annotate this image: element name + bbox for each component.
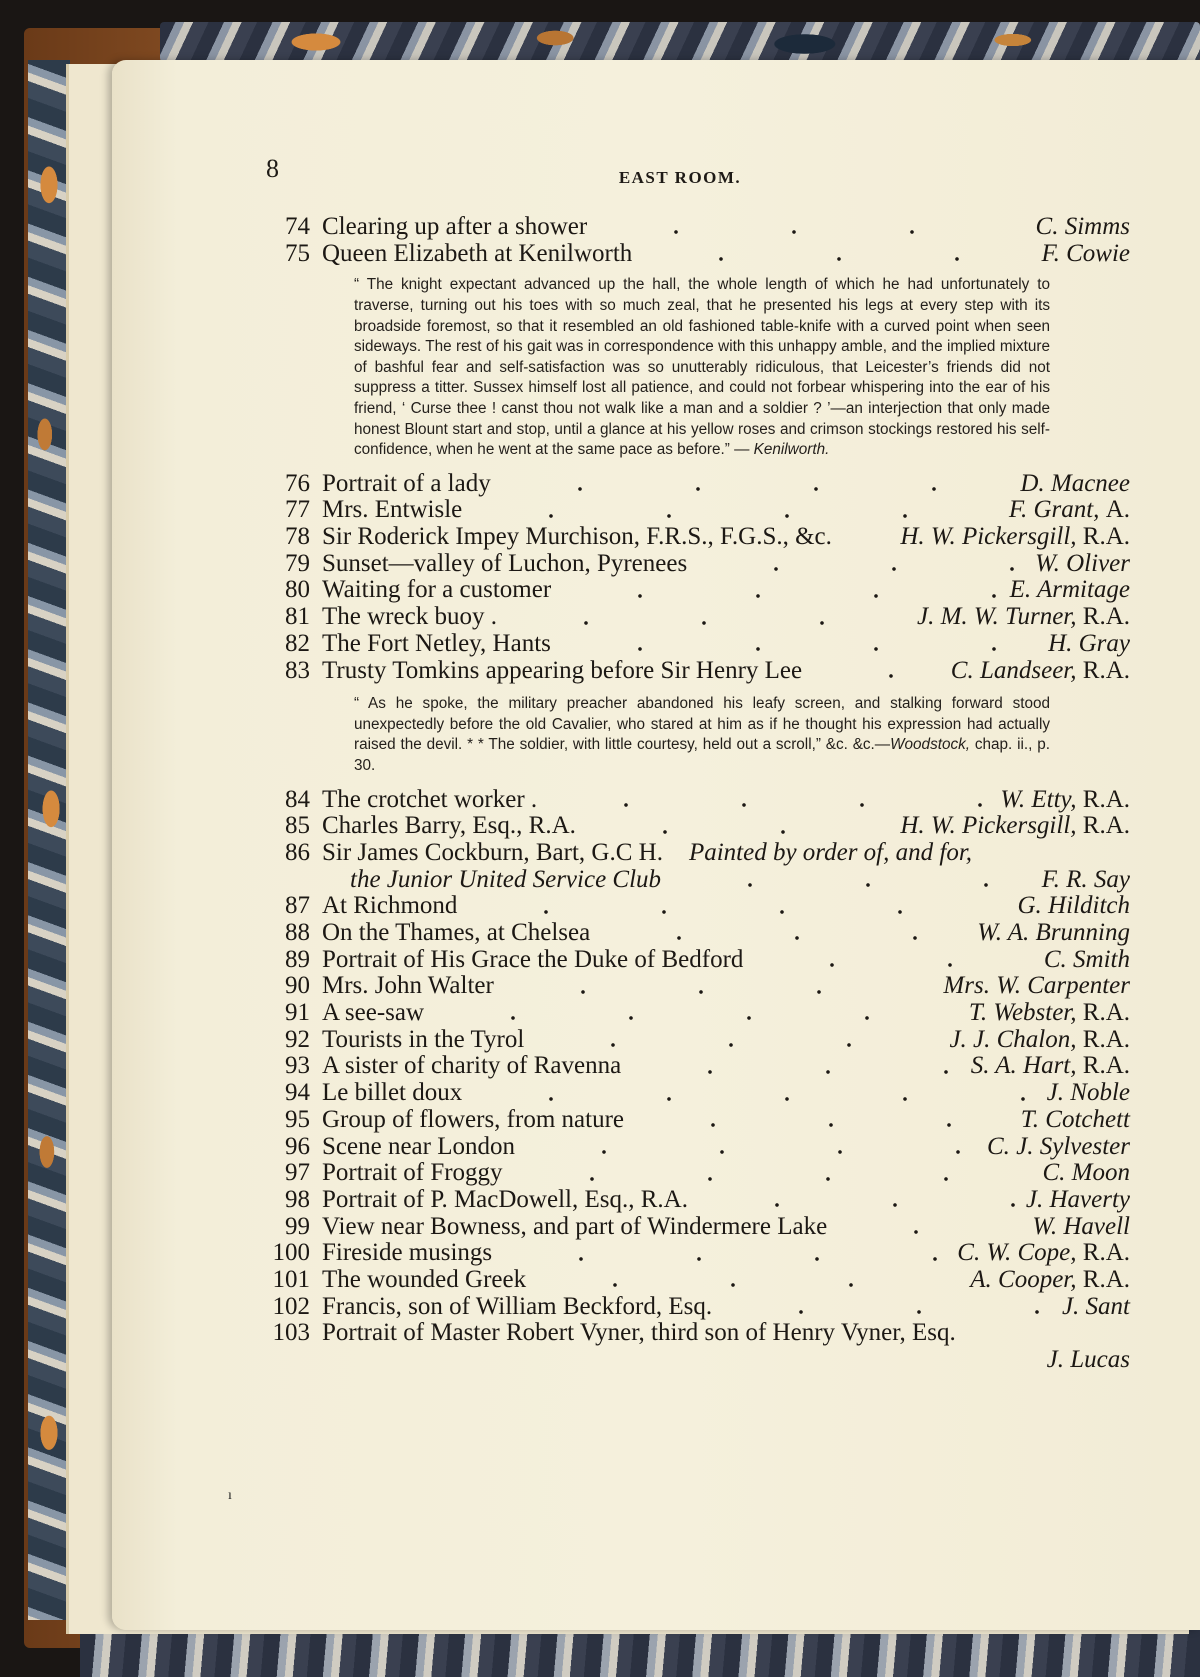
leader-dots — [812, 674, 941, 678]
leader-dots — [472, 514, 999, 518]
entry-title: Francis, son of William Beckford, Esq. — [322, 1292, 713, 1320]
entry-artist: C. Smith — [1043, 945, 1130, 973]
entry-title: Portrait of P. MacDowell, Esq., R.A. — [322, 1185, 688, 1213]
artist-suffix: R.A. — [1082, 999, 1130, 1027]
entry-artist: E. Armitage — [1009, 576, 1130, 604]
entry-title: Portrait of Master Robert Vyner, third son of Henry Vyner, Esq. — [322, 1319, 956, 1347]
entry-artist: J. Sant — [1061, 1292, 1130, 1320]
entry-title: The Fort Netley, Hants — [322, 629, 551, 657]
leader-dots — [525, 1150, 977, 1154]
catalogue-entry — [268, 1267, 1130, 1294]
entry-number: 99 — [285, 1212, 310, 1240]
catalogue-entry-artist-line — [268, 1347, 1130, 1374]
entry-number: 87 — [285, 892, 310, 920]
entry-artist: Mrs. W. Carpenter — [943, 972, 1130, 1000]
artist-suffix: R.A. — [1082, 1052, 1130, 1080]
catalogue-entry — [268, 920, 1130, 947]
entry-number: 91 — [285, 999, 310, 1027]
artist-suffix: R.A. — [1082, 812, 1130, 840]
entry-number: 94 — [285, 1079, 310, 1107]
catalogue-entry — [268, 1214, 1130, 1241]
entry-artist: H. Gray — [1048, 629, 1130, 657]
leader-dots — [561, 647, 1038, 651]
artist-suffix: R.A. — [1082, 1025, 1130, 1053]
artist-suffix: R.A. — [1082, 523, 1130, 551]
entry-title: Le billet doux — [322, 1079, 463, 1107]
leader-dots — [501, 487, 1011, 491]
entry-artist: G. Hilditch — [1017, 892, 1130, 920]
catalogue-entry — [268, 1080, 1130, 1107]
entry-number: 103 — [272, 1319, 310, 1347]
leader-dots — [513, 1177, 1033, 1181]
catalogue-entry — [268, 1134, 1130, 1161]
leader-dots — [671, 883, 1032, 887]
catalogue-entry — [268, 1027, 1130, 1054]
catalogue-entry — [268, 1240, 1130, 1267]
leader-dots — [634, 1123, 1011, 1127]
entry-artist: T. Webster, R.A. — [968, 999, 1130, 1027]
artist-suffix: R.A. — [1082, 1239, 1130, 1267]
entry-number: 74 — [285, 213, 310, 240]
page-number: 8 — [266, 154, 279, 183]
leader-dots — [502, 1257, 947, 1261]
leader-dots — [434, 1016, 959, 1020]
entry-number: 83 — [285, 656, 310, 684]
catalogue-entry — [268, 551, 1130, 578]
entry-artist: W. Etty, R.A. — [1000, 785, 1130, 813]
entry-artist: H. W. Pickersgill, R.A. — [900, 812, 1130, 840]
artist-suffix: A. — [1105, 496, 1130, 524]
leader-dots — [631, 1070, 960, 1074]
entry-number: 84 — [285, 785, 310, 813]
artist-suffix: R.A. — [1082, 656, 1130, 684]
entry-title: Sir James Cockburn, Bart, G.C H. — [322, 838, 663, 866]
entry-title: A sister of charity of Ravenna — [322, 1052, 622, 1080]
catalogue-entry — [268, 604, 1130, 631]
entry-number: 92 — [285, 1025, 310, 1053]
catalogue-entry-continuation — [268, 867, 1130, 894]
entry-title: Queen Elizabeth at Kenilworth — [322, 239, 633, 267]
entry-artist: J. J. Chalon, R.A. — [949, 1025, 1130, 1053]
running-head: EAST ROOM. — [618, 168, 742, 187]
entry-title: The wounded Greek — [322, 1265, 527, 1293]
catalogue-entry — [268, 631, 1130, 658]
entry-title: Mrs. John Walter — [322, 972, 494, 1000]
entry-title: Charles Barry, Esq., R.A. — [322, 812, 576, 840]
entry-title: Mrs. Entwisle — [322, 496, 463, 524]
entry-number: 79 — [285, 549, 310, 577]
entry-title: Scene near London — [322, 1132, 515, 1160]
leader-dots — [586, 830, 890, 834]
artist-suffix: R.A. — [1082, 1265, 1130, 1293]
leader-dots — [698, 1203, 1016, 1207]
entry-title: The wreck buoy . — [322, 603, 497, 631]
leader-dots — [547, 803, 990, 807]
catalogue-entry — [268, 1053, 1130, 1080]
entry-artist: A. Cooper, R.A. — [970, 1265, 1130, 1293]
entry-number: 75 — [285, 239, 310, 267]
entry-number: 89 — [285, 945, 310, 973]
quotation-reference: chap. ii., p. 30. — [354, 736, 1050, 774]
entry-note: Painted by order of, and for, — [688, 838, 973, 866]
leader-dots — [697, 567, 1025, 571]
quotation-woodstock — [354, 694, 1050, 776]
leader-dots — [561, 594, 999, 598]
leader-dots — [507, 621, 907, 625]
leader-dots — [597, 230, 1025, 234]
marbled-endpaper-top — [160, 22, 1200, 62]
catalogue-entry — [268, 1000, 1130, 1027]
catalogue-entry — [268, 1187, 1130, 1214]
quotation-text: “ As he spoke, the military preacher abandoned his leafy screen, and stalking forward stood unexpectedly before the old Cavalier, who stared at him as if he thought his expression had actually raised the devil. * * The soldier, with little courtesy, held out a scroll,” &c. &c.— — [354, 695, 1050, 754]
entry-title: The crotchet worker . — [322, 785, 538, 813]
margin-mark: ı — [228, 1488, 232, 1503]
entry-artist: J. Lucas — [1046, 1346, 1130, 1374]
entry-number: 85 — [285, 812, 310, 840]
marbled-endpaper-bottom — [80, 1630, 1200, 1677]
entry-title: Sir Roderick Impey Murchison, F.R.S., F.G.S., &c. — [322, 523, 832, 551]
quotation-source: Woodstock, — [890, 736, 971, 754]
entry-number: 76 — [285, 469, 310, 497]
quotation-text: “ The knight expectant advanced up the hall, the whole length of which he had unfortunately to traverse, turning out his toes with so much zeal, that he presented his legs at every step with its broadside foremost, so that it resembled an old fashioned table-knife with a curved point when seen sideways. The rest of his gait was in correspondence with this unhappy amble, and the implied mixture of bashful fear and self-satisfaction was so unutterably ridiculous, that Leicester’s friends did not suppress a titter. Sussex himself lost all patience, and could not forbear whispering into the ear of his friend, ‘ Curse thee ! canst thou not walk like a man and a soldier ? ’—an interjection that only made honest Blount start and stop, until a glance at his yellow roses and crimson stockings restored his self-confidence, when he went at the same pace as before.” — — [354, 276, 1050, 459]
quotation-kenilworth — [354, 275, 1050, 460]
entry-artist: W. A. Brunning — [977, 919, 1130, 947]
entry-artist: J. Noble — [1046, 1079, 1130, 1107]
entry-title: Group of flowers, from nature — [322, 1105, 624, 1133]
entry-number: 88 — [285, 919, 310, 947]
entry-title: Trusty Tomkins appearing before Sir Henry Lee — [322, 656, 803, 684]
entry-title: Tourists in the Tyrol — [322, 1025, 525, 1053]
entry-number: 100 — [272, 1239, 310, 1267]
entry-artist: D. Macnee — [1020, 469, 1130, 497]
leader-dots — [536, 1283, 960, 1287]
catalogue-entry — [268, 241, 1130, 268]
catalogue-entry — [268, 524, 1130, 551]
entry-artist: J. M. W. Turner, R.A. — [917, 603, 1130, 631]
entry-number: 97 — [285, 1159, 310, 1187]
entry-artist: C. W. Cope, R.A. — [957, 1239, 1130, 1267]
leader-dots — [467, 910, 1007, 914]
entry-title: Sunset—valley of Luchon, Pyrenees — [322, 549, 688, 577]
entry-artist: C. Simms — [1035, 213, 1130, 240]
leader-dots — [600, 936, 967, 940]
catalogue-entry — [268, 787, 1130, 814]
leader-dots — [642, 257, 1031, 261]
entry-artist: S. A. Hart, R.A. — [970, 1052, 1130, 1080]
catalogue-entry — [268, 1107, 1130, 1134]
entry-title: Clearing up after a shower — [322, 213, 588, 240]
entry-artist: C. Landseer, R.A. — [950, 656, 1130, 684]
entry-title: Portrait of a lady — [322, 469, 491, 497]
artist-suffix: R.A. — [1082, 785, 1130, 813]
marbled-endpaper-left — [28, 60, 70, 1620]
catalogue-entry — [268, 1320, 1130, 1347]
catalogue-entry — [268, 1160, 1130, 1187]
entry-number: 95 — [285, 1105, 310, 1133]
entry-artist: J. Haverty — [1025, 1185, 1130, 1213]
entry-artist: C. J. Sylvester — [986, 1132, 1130, 1160]
entry-artist: W. Oliver — [1035, 549, 1130, 577]
leader-dots — [837, 1230, 1022, 1234]
artist-suffix: R.A. — [1082, 603, 1130, 631]
leader-dots — [838, 535, 894, 539]
catalogue-entry — [268, 947, 1130, 974]
catalogue-entry — [268, 1294, 1130, 1321]
entry-number: 96 — [285, 1132, 310, 1160]
leader-dots — [722, 1310, 1052, 1314]
catalogue-entry — [268, 497, 1130, 524]
entry-artist: F. Grant, A. — [1008, 496, 1130, 524]
entry-artist: W. Havell — [1032, 1212, 1130, 1240]
catalogue-entry — [268, 577, 1130, 604]
entry-number: 93 — [285, 1052, 310, 1080]
entry-number: 78 — [285, 523, 310, 551]
catalogue-entry — [268, 893, 1130, 920]
entry-artist: F. R. Say — [1041, 865, 1130, 893]
entry-title: View near Bowness, and part of Windermere Lake — [322, 1212, 828, 1240]
entry-artist: H. W. Pickersgill, R.A. — [900, 523, 1130, 551]
entry-title: Portrait of His Grace the Duke of Bedford — [322, 945, 744, 973]
catalogue-entry — [268, 840, 1130, 867]
entry-title: Fireside musings — [322, 1239, 493, 1267]
leader-dots — [753, 963, 1033, 967]
catalogue-list — [268, 214, 1130, 1374]
entry-number: 86 — [285, 838, 310, 866]
entry-artist: F. Cowie — [1041, 239, 1130, 267]
entry-number: 82 — [285, 629, 310, 657]
leader-dots — [534, 1043, 939, 1047]
entry-title: Waiting for a customer — [322, 576, 552, 604]
entry-title: Portrait of Froggy — [322, 1159, 503, 1187]
catalogue-entry — [268, 214, 1130, 241]
quotation-source: Kenilworth. — [753, 441, 830, 459]
entry-title: A see-saw — [322, 999, 425, 1027]
entry-title-continuation: the Junior United Service Club — [350, 865, 662, 893]
catalogue-entry — [268, 813, 1130, 840]
entry-title: On the Thames, at Chelsea — [322, 919, 591, 947]
leader-dots — [472, 1097, 1036, 1101]
entry-number: 77 — [285, 496, 310, 524]
catalogue-entry — [268, 658, 1130, 685]
leader-dots — [504, 990, 934, 994]
entry-artist: C. Moon — [1042, 1159, 1130, 1187]
entry-number: 90 — [285, 972, 310, 1000]
catalogue-entry — [268, 471, 1130, 498]
entry-number: 80 — [285, 576, 310, 604]
entry-number: 102 — [272, 1292, 310, 1320]
entry-artist: T. Cotchett — [1020, 1105, 1130, 1133]
entry-title: At Richmond — [322, 892, 458, 920]
entry-number: 81 — [285, 603, 310, 631]
entry-number: 101 — [272, 1265, 310, 1293]
catalogue-entry — [268, 973, 1130, 1000]
entry-number: 98 — [285, 1185, 310, 1213]
